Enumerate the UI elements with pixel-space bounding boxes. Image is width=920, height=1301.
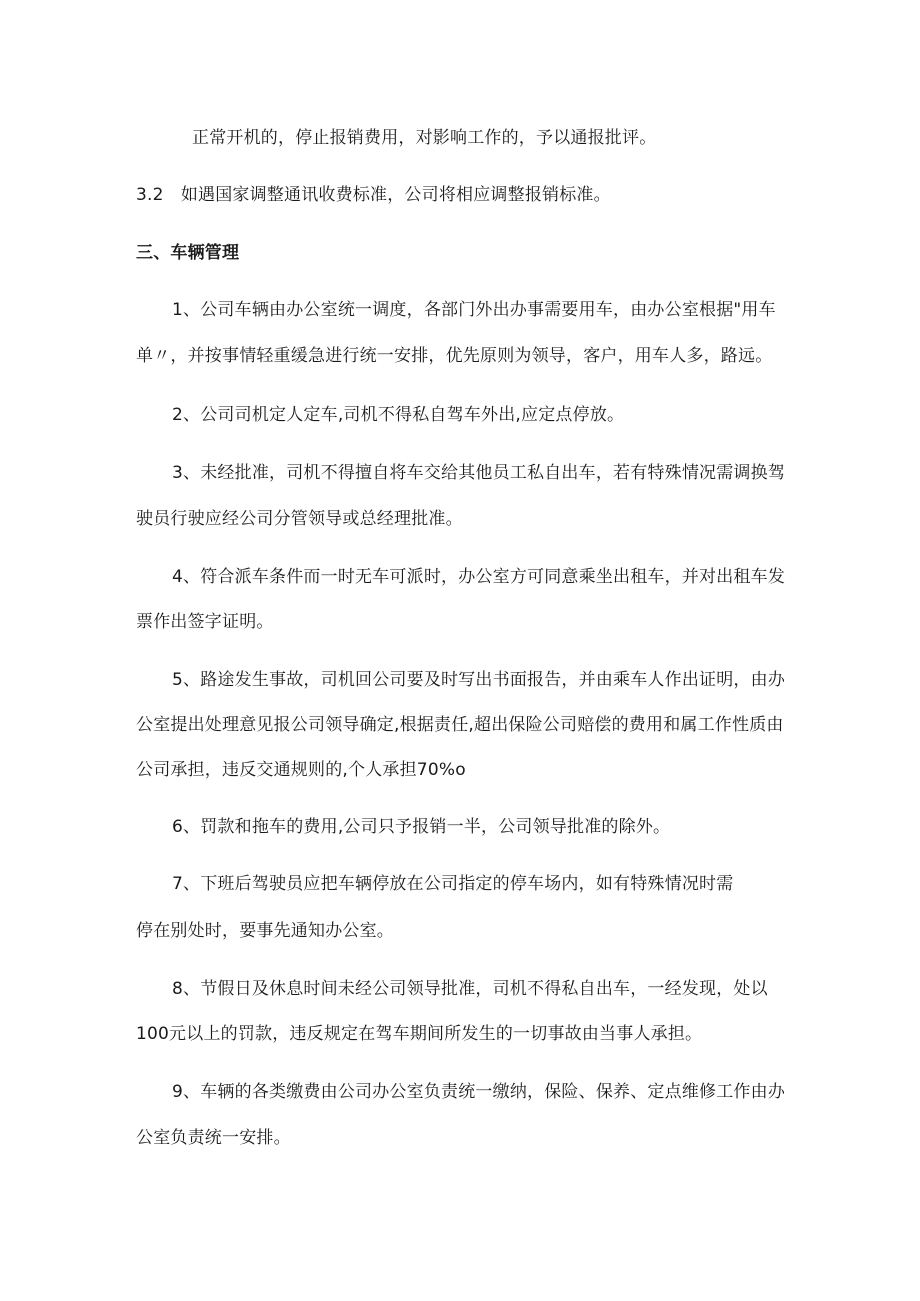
text-line: 驶员行驶应经公司分管领导或总经理批准。 <box>136 509 463 529</box>
text-line: 3、未经批准，司机不得擅自将车交给其他员工私自出车，若有特殊情况需调换驾 <box>172 463 786 483</box>
text-line: 公室提出处理意见报公司领导确定,根据责任,超出保险公司赔偿的费用和属工作性质由 <box>136 715 784 735</box>
text-line: 停在别处时，要事先通知办公室。 <box>136 921 394 941</box>
text-line: 单〃，并按事情轻重缓急进行统一安排，优先原则为领导，客户，用车人多，路远。 <box>136 346 773 366</box>
text-line: 4、符合派车条件而一时无车可派时，办公室方可同意乘坐出租车，并对出租车发 <box>172 567 786 587</box>
text-line: 1、公司车辆由办公室统一调度，各部门外出办事需要用车，由办公室根据"用车 <box>172 300 776 320</box>
text-line: 9、车辆的各类缴费由公司办公室负责统一缴纳，保险、保养、定点维修工作由办 <box>172 1082 786 1102</box>
section-heading: 三、车辆管理 <box>136 243 240 263</box>
text-line: 5、路途发生事故，司机回公司要及时写出书面报告，并由乘车人作出证明，由办 <box>172 670 786 690</box>
text-line: 公室负责统一安排。 <box>136 1128 291 1148</box>
text-line: 3.2 如遇国家调整通讯收费标准，公司将相应调整报销标准。 <box>136 185 611 205</box>
text-line: 7、下班后驾驶员应把车辆停放在公司指定的停车场内，如有特殊情况时需 <box>172 874 734 894</box>
text-line: 8、节假日及休息时间未经公司领导批准，司机不得私自出车，一经发现，处以 <box>172 979 768 999</box>
text-line: 正常开机的，停止报销费用，对影响工作的，予以通报批评。 <box>192 128 657 148</box>
text-line: 100元以上的罚款，违反规定在驾车期间所发生的一切事故由当事人承担。 <box>136 1024 703 1044</box>
text-line: 6、罚款和拖车的费用,公司只予报销一半，公司领导批准的除外。 <box>172 817 671 837</box>
text-line: 2、公司司机定人定车,司机不得私自驾车外出,应定点停放。 <box>172 405 625 425</box>
text-line: 票作出签字证明。 <box>136 612 274 632</box>
text-line: 公司承担，违反交通规则的,个人承担70%o <box>136 760 466 780</box>
